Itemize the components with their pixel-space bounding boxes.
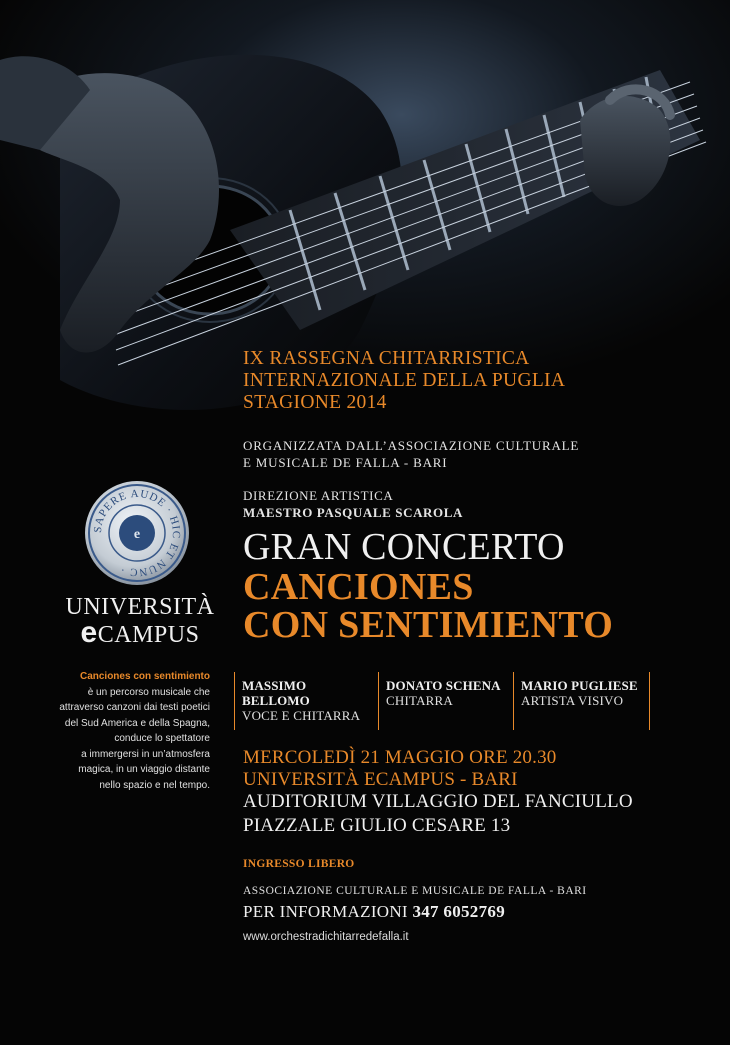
- performer-role: CHITARRA: [386, 693, 454, 708]
- description-line: nello spazio e nel tempo.: [99, 779, 210, 791]
- university-seal-icon: [82, 478, 192, 588]
- info-line: [243, 902, 505, 922]
- description-line: attraverso canzoni dai testi poetici: [59, 702, 210, 713]
- description-title: Canciones con sentimiento: [79, 671, 210, 682]
- description-line: conduce lo spettatore: [114, 733, 210, 744]
- association-name: ASSOCIAZIONE CULTURALE E MUSICALE DE FALLA - BARI: [243, 885, 587, 897]
- description-line: a immergersi in un’atmosfera: [81, 748, 210, 760]
- performer-role: ARTISTA VISIVO: [521, 693, 624, 708]
- university-name: UNIVERSITÀ: [65, 594, 215, 620]
- performers-row: [234, 672, 650, 730]
- website-link[interactable]: www.orchestradichitarredefalla.it: [243, 931, 409, 943]
- description-line: è un percorso musicale che: [87, 686, 210, 698]
- concert-subtitle: [243, 568, 613, 644]
- organizer-block: [243, 437, 579, 471]
- admission-label: INGRESSO LIBERO: [243, 858, 355, 870]
- performer: [378, 672, 513, 730]
- concert-subtitle-line-1: CANCIONES: [243, 566, 474, 608]
- festival-heading: [243, 348, 565, 414]
- venue-line-1: AUDITORIUM VILLAGGIO DEL FANCIULLO: [243, 791, 633, 812]
- performer-role: VOCE E CHITARRA: [242, 708, 361, 723]
- performer: [234, 672, 378, 730]
- seal-monogram: e: [133, 527, 141, 542]
- description-line: magica, in un viaggio distante: [78, 764, 210, 775]
- venue-line-2: PIAZZALE GIULIO CESARE 13: [243, 815, 511, 836]
- event-venue: [243, 790, 633, 838]
- seal-text: SAPERE AUDE · HIC ET NUNC ·: [91, 487, 183, 579]
- event-host: UNIVERSITÀ ECAMPUS - BARI: [243, 769, 518, 790]
- phone-number: 347 6052769: [412, 902, 506, 921]
- brand-campus: CAMPUS: [97, 622, 200, 648]
- organizer-line-2: E MUSICALE DE FALLA - BARI: [243, 455, 448, 470]
- festival-line-3: STAGIONE 2014: [243, 392, 387, 413]
- event-date-block: [243, 747, 556, 791]
- performer: [513, 672, 650, 730]
- event-date: MERCOLEDÌ 21 MAGGIO ORE 20.30: [243, 747, 557, 768]
- university-brand: [60, 616, 220, 649]
- concert-description: [58, 669, 210, 793]
- festival-line-1: IX RASSEGNA CHITARRISTICA: [243, 348, 530, 369]
- artistic-direction: [243, 487, 463, 521]
- brand-e: e: [80, 616, 98, 649]
- organizer-line-1: ORGANIZZATA DALL’ASSOCIAZIONE CULTURALE: [243, 438, 580, 453]
- performer-name: MARIO PUGLIESE: [521, 678, 638, 693]
- performer-name: MASSIMO BELLOMO: [242, 678, 310, 708]
- info-label: PER INFORMAZIONI: [243, 902, 408, 921]
- concert-subtitle-line-2: CON SENTIMIENTO: [243, 604, 614, 646]
- director-name: MAESTRO PASQUALE SCAROLA: [243, 505, 464, 520]
- direction-label: DIREZIONE ARTISTICA: [243, 488, 394, 503]
- concert-title: GRAN CONCERTO: [243, 526, 565, 568]
- festival-line-2: INTERNAZIONALE DELLA PUGLIA: [243, 370, 566, 391]
- description-line: del Sud America e della Spagna,: [64, 717, 210, 729]
- performer-name: DONATO SCHENA: [386, 678, 501, 693]
